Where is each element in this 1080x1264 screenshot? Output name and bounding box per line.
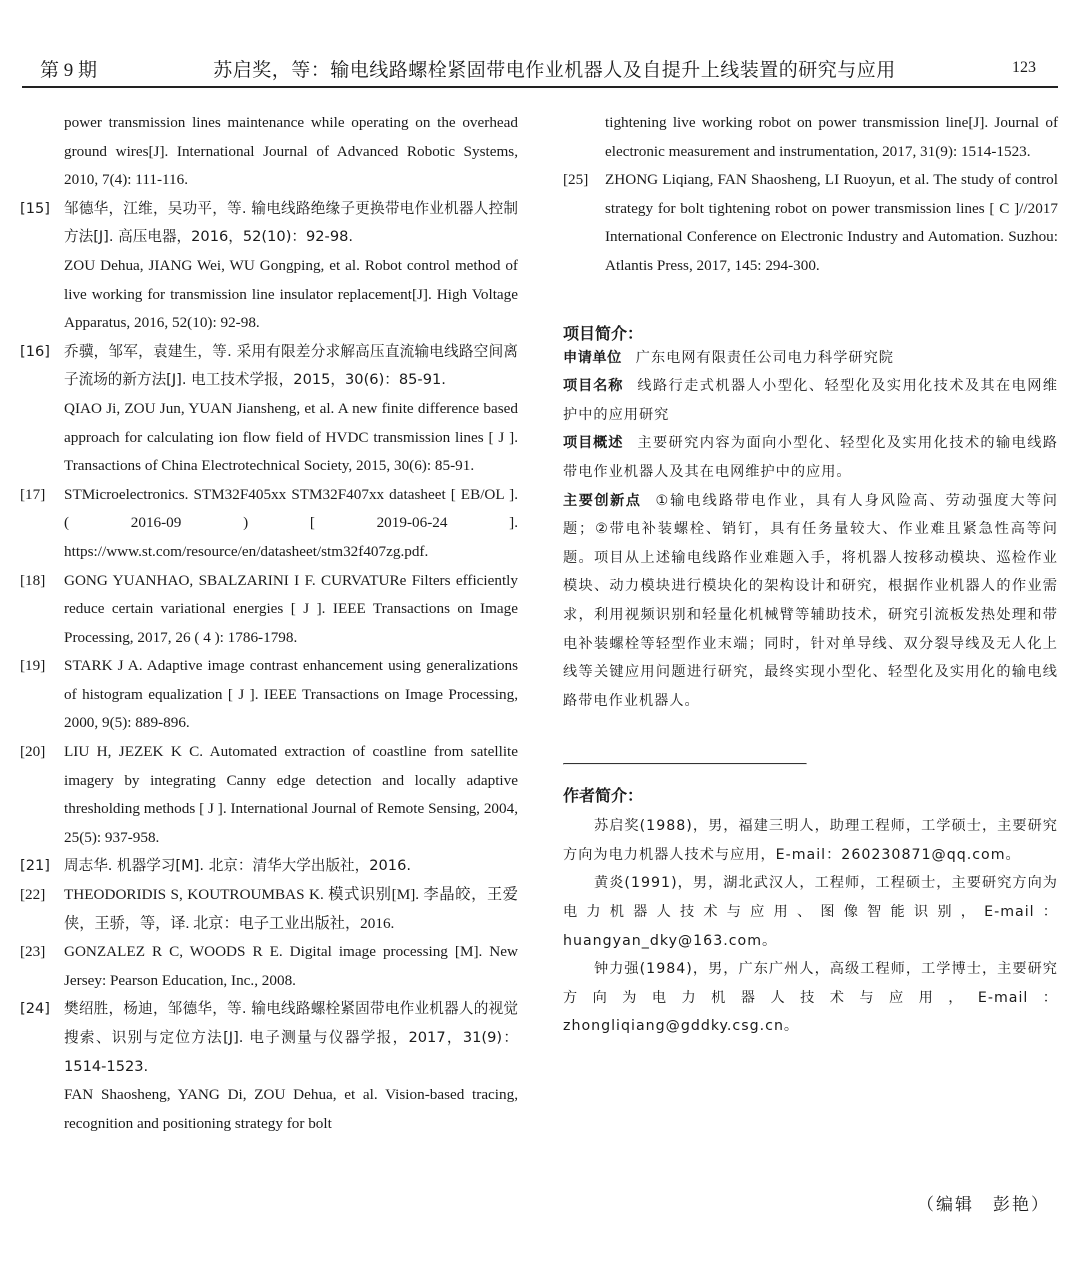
project-section-title: 项目简介： bbox=[563, 323, 644, 343]
project-unit bbox=[563, 344, 1058, 373]
reference-number: [17] bbox=[20, 485, 46, 503]
reference-item bbox=[20, 195, 518, 252]
project-overview-value: 主要研究内容为面向小型化、轻型化及实用化技术的输电线路带电作业机器人及其在电网维护中的应用。 bbox=[563, 435, 1058, 480]
reference-number: [25] bbox=[563, 171, 589, 189]
reference-item bbox=[20, 852, 518, 881]
reference-item bbox=[20, 881, 518, 938]
project-innovation-label: 主要创新点 bbox=[563, 492, 642, 509]
reference-number: [24] bbox=[20, 1000, 50, 1018]
author-section-title: 作者简介： bbox=[563, 786, 644, 806]
project-overview-label: 项目概述 bbox=[563, 435, 624, 452]
project-unit-label: 申请单位 bbox=[563, 349, 622, 366]
reference-text: GONG YUANHAO, SBALZARINI I F. CURVATURe Filters efficiently reduce certain variational energies [ J ]. IEEE Transactions on Image Processing, 2017, 26 ( 4 ): 1786-1798. bbox=[64, 571, 518, 646]
reference-text: 乔骥，邹军，袁建生，等. 采用有限差分求解高压直流输电线路空间离子流场的新方法[J]. 电工技术学报，2015，30(6)：85-91. bbox=[64, 342, 518, 389]
reference-number: [18] bbox=[20, 571, 46, 589]
reference-item bbox=[20, 738, 518, 852]
project-innovation-value: ①输电线路带电作业，具有人身风险高、劳动强度大等问题；②带电补装螺栓、销钉，具有任务量较大、作业难且紧急性高等问题。项目从上述输电线路作业难题入手，将机器人按移动模块、巡检作业模块、动力模块进行模块化的架构设计和研究，根据作业机器人的作业需求，利用视频识别和轻量化机械臂等辅助技术，研究引流板发热处理和带电补装螺栓等轻型作业末端；同时，针对单导线、双分裂导线及无人化上线等关键应用问题进行研究，最终实现小型化、轻型化及实用化的输电线路带电作业机器人。 bbox=[563, 492, 1058, 709]
reference-number: [21] bbox=[20, 857, 50, 875]
project-overview bbox=[563, 429, 1058, 486]
reference-text: GONZALEZ R C, WOODS R E. Digital image processing [M]. New Jersey: Pearson Education, Inc., 2008. bbox=[64, 943, 518, 989]
reference-item bbox=[20, 567, 518, 653]
reference-text: ZHONG Liqiang, FAN Shaosheng, LI Ruoyun, et al. The study of control strategy for bolt tightening robot on power transmission lines [ C ]//2017 International Conference on Electronic Industry and Automation. Suzhou: Atlantis Press, 2017, 145: 294-300. bbox=[605, 171, 1058, 274]
right-column bbox=[563, 109, 1058, 1041]
reference-number: [20] bbox=[20, 743, 46, 761]
reference-continuation: tightening live working robot on power transmission line[J]. Journal of electronic measurement and instrumentation, 2017, 31(9): 1514-1523. bbox=[605, 114, 1058, 160]
reference-item bbox=[20, 481, 518, 567]
project-name-value: 线路行走式机器人小型化、轻型化及实用化技术及其在电网维护中的应用研究 bbox=[563, 378, 1058, 423]
reference-text: STMicroelectronics. STM32F405xx STM32F407xx datasheet [ EB/OL ]. ( 2016-09 ) [ 2019-06-24 ]. https://www.st.com/resource/en/datasheet/stm32f407zg.pdf. bbox=[64, 485, 518, 560]
reference-text: LIU H, JEZEK K C. Automated extraction of coastline from satellite imagery by integrating Canny edge detection and locally adaptive thresholding methods [ J ]. International Journal of Remote Sensing, 2004, 25(5): 937-958. bbox=[64, 743, 518, 846]
reference-text: 周志华. 机器学习[M]. 北京：清华大学出版社，2016. bbox=[64, 857, 412, 875]
author-bio: 钟力强(1984)，男，广东广州人，高级工程师，工学博士，主要研究方向为电力机器人技术与应用，E-mail：zhongliqiang@gddky.csg.cn。 bbox=[563, 961, 1058, 1035]
reference-item bbox=[563, 166, 1058, 280]
reference-text: 邹德华，江维，吴功平，等. 输电线路绝缘子更换带电作业机器人控制方法[J]. 高压电器，2016，52(10)：92-98. bbox=[64, 199, 518, 246]
reference-text: STARK J A. Adaptive image contrast enhancement using generalizations of histogram equalization [ J ]. IEEE Transactions on Image Processing, 2000, 9(5): 889-896. bbox=[64, 657, 518, 732]
reference-number: [22] bbox=[20, 886, 46, 904]
reference-number: [23] bbox=[20, 943, 46, 961]
reference-item bbox=[20, 938, 518, 995]
running-title: 苏启奖，等：输电线路螺栓紧固带电作业机器人及自提升上线装置的研究与应用 bbox=[213, 59, 896, 81]
page-number: 123 bbox=[1012, 59, 1036, 76]
issue-label: 第 9 期 bbox=[40, 59, 98, 81]
reference-translation: FAN Shaosheng, YANG Di, ZOU Dehua, et al. Vision-based tracing, recognition and positioning strategy for bolt bbox=[64, 1086, 518, 1132]
reference-item bbox=[20, 338, 518, 395]
running-header bbox=[22, 50, 1058, 88]
reference-number: [19] bbox=[20, 657, 46, 675]
reference-text: 樊绍胜，杨迪，邹德华，等. 输电线路螺栓紧固带电作业机器人的视觉搜索、识别与定位方法[J]. 电子测量与仪器学报，2017，31(9)：1514-1523. bbox=[64, 1000, 518, 1075]
reference-item bbox=[20, 652, 518, 738]
reference-text: THEODORIDIS S, KOUTROUMBAS K. 模式识别[M]. 李晶皎，王爱侠，王骄，等，译. 北京：电子工业出版社，2016. bbox=[64, 886, 518, 932]
author-bio: 黄炎(1991)，男，湖北武汉人，工程师，工程硕士，主要研究方向为电力机器人技术与应用、图像智能识别，E-mail：huangyan_dky@163.com。 bbox=[563, 875, 1058, 949]
project-unit-value: 广东电网有限责任公司电力科学研究院 bbox=[635, 349, 894, 366]
project-innovation bbox=[563, 487, 1058, 716]
reference-continuation: power transmission lines maintenance while operating on the overhead ground wires[J]. International Journal of Advanced Robotic Systems, 2010, 7(4): 111-116. bbox=[64, 114, 518, 189]
reference-translation: QIAO Ji, ZOU Jun, YUAN Jiansheng, et al. A new finite difference based approach for calculating ion flow field of HVDC transmission lines [ J ]. Transactions of China Electrotechnical Society, 2015, 30(6): 85-91. bbox=[64, 399, 518, 475]
reference-number: [16] bbox=[20, 342, 50, 360]
project-name-label: 项目名称 bbox=[563, 378, 624, 395]
reference-item bbox=[20, 995, 518, 1081]
reference-number: [15] bbox=[20, 199, 50, 217]
author-bio: 苏启奖(1988)，男，福建三明人，助理工程师，工学硕士，主要研究方向为电力机器人技术与应用，E-mail：260230871@qq.com。 bbox=[563, 818, 1058, 863]
left-column bbox=[20, 109, 518, 1138]
project-name bbox=[563, 372, 1058, 429]
reference-translation: ZOU Dehua, JIANG Wei, WU Gongping, et al. Robot control method of live working for transmission line insulator replacement[J]. High Voltage Apparatus, 2016, 52(10): 92-98. bbox=[64, 256, 518, 332]
editor-note: （编辑 彭艳） bbox=[917, 1195, 1050, 1215]
